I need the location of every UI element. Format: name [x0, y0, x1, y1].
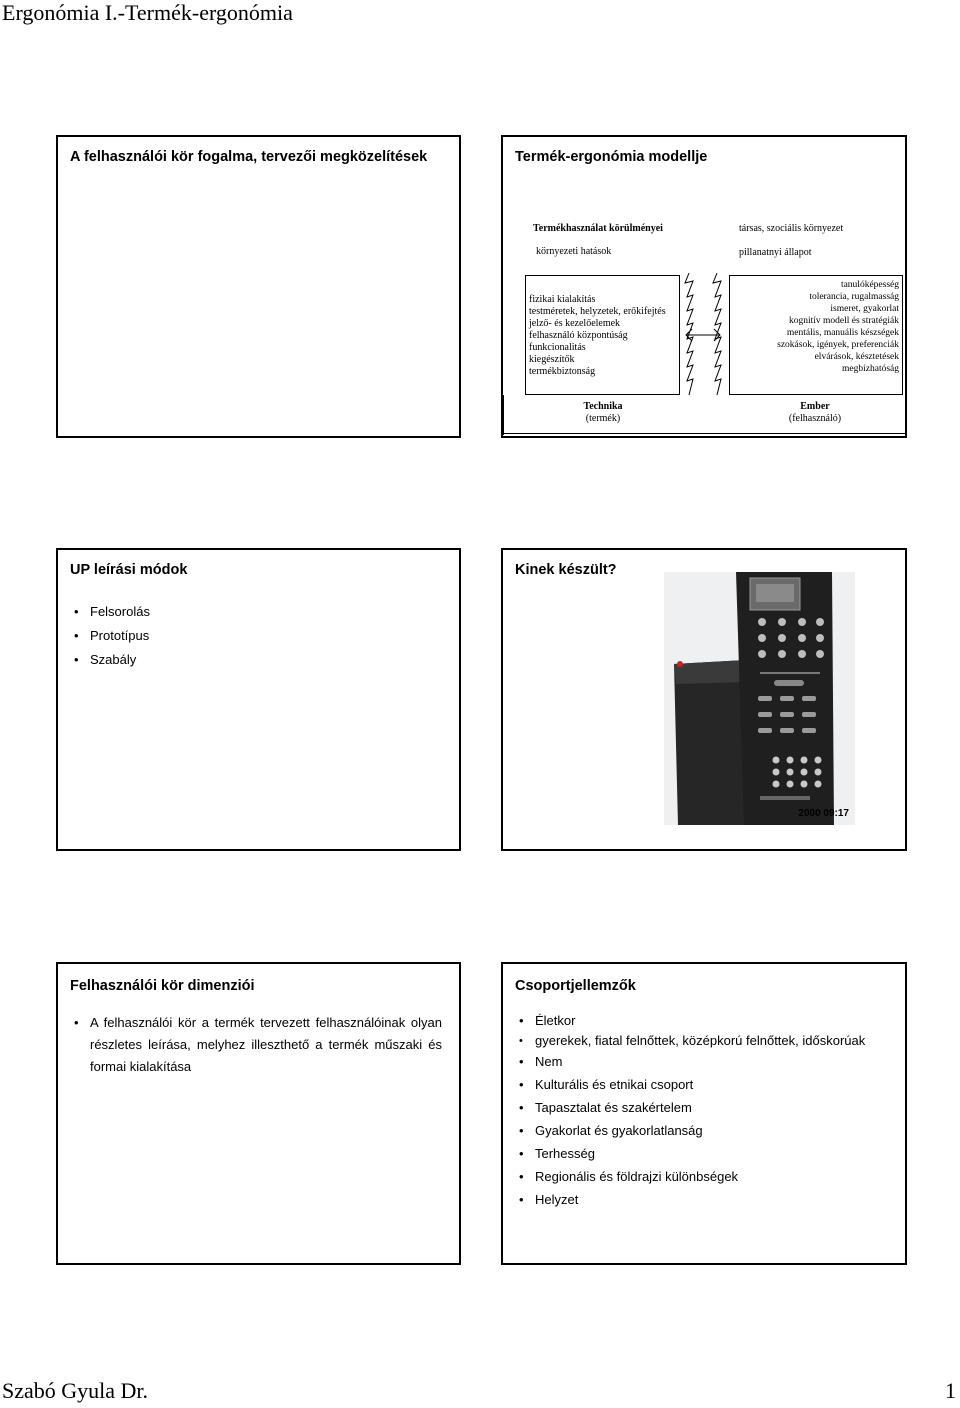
methods-list	[72, 600, 150, 672]
human-item: tolerancia, rugalmasság	[809, 292, 899, 302]
human-item: szokások, igények, preferenciák	[777, 340, 899, 350]
human-label: Ember (felhasználó)	[788, 401, 842, 424]
slide-title: A felhasználói kör fogalma, tervezői megközelítések	[70, 149, 428, 165]
human-item: mentális, manuális készségek	[786, 328, 899, 338]
list-item: • Regionális és földrajzi különbségek	[517, 1165, 902, 1188]
human-item: megbízhatóság	[842, 364, 899, 374]
slide-title: Termék-ergonómia modellje	[515, 149, 708, 165]
technology-items	[529, 294, 666, 378]
human-items	[729, 279, 899, 375]
slide-4	[501, 548, 907, 851]
list-item: • Kulturális és etnikai csoport	[517, 1073, 902, 1096]
usage-conditions-title: Termékhasználat körülményei	[533, 223, 663, 234]
slide-6	[501, 962, 907, 1265]
technology-label: Technika (termék)	[583, 401, 623, 424]
list-item: • Szabály	[72, 648, 150, 672]
bottom-frame-line	[503, 433, 905, 434]
human-item: kognitív modell és stratégiák	[788, 316, 899, 326]
human-item: tanulóképesség	[840, 280, 899, 290]
list-item: • Felsorolás	[72, 600, 150, 624]
footer-author: Szabó Gyula Dr.	[2, 1378, 149, 1403]
tech-item: termékbiztonság	[529, 366, 596, 377]
tech-item: jelző- és kezelőelemek	[529, 318, 621, 329]
slide-1	[56, 135, 461, 438]
group-characteristics-list	[517, 1010, 902, 1211]
list-item: • Helyzet	[517, 1188, 902, 1211]
current-state: pillanatnyi állapot	[739, 247, 812, 258]
list-item: • Terhesség	[517, 1142, 902, 1165]
tech-item: fizikai kialakítás	[529, 294, 596, 305]
list-item: • Gyakorlat és gyakorlatlanság	[517, 1119, 902, 1142]
tech-item: kiegészítők	[529, 354, 575, 365]
slide-5	[56, 962, 461, 1265]
slide-title: Felhasználói kör dimenziói	[70, 978, 255, 994]
list-item: • Életkor	[517, 1010, 902, 1032]
list-item: • Nem	[517, 1050, 902, 1073]
slide-2	[501, 135, 907, 438]
left-frame-line	[503, 395, 504, 435]
slide-title: Csoportjellemzők	[515, 978, 636, 994]
environment-effects: környezeti hatások	[536, 246, 612, 257]
sub-list-item: • gyerekek, fiatal felnőttek, középkorú felnőttek, időskorúak	[517, 1032, 902, 1050]
remote-control-photo	[664, 572, 855, 825]
list-item: • Tapasztalat és szakértelem	[517, 1096, 902, 1119]
tech-item: funkcionalitás	[529, 342, 586, 353]
document-header: Ergonómia I.-Termék-ergonómia	[2, 0, 293, 25]
interface-symbol	[679, 269, 731, 401]
slide-title: Kinek készült?	[515, 562, 617, 578]
human-item: elvárások, késztetések	[814, 352, 899, 362]
definition-text: • A felhasználói kör a termék tervezett felhasználóinak olyan részletes leírása, melyhez illeszthető a termék műszaki és formai kialakítása	[72, 1012, 442, 1078]
footer-page-number: 1	[945, 1378, 956, 1403]
definition-list	[72, 1012, 442, 1078]
tech-item: testméretek, helyzetek, erőkifejtés	[529, 306, 666, 317]
human-item: ismeret, gyakorlat	[830, 304, 899, 314]
photo-timestamp: 2000 09:17	[798, 808, 849, 819]
tech-item: felhasználó központúság	[529, 330, 628, 341]
remote-control-image	[664, 572, 855, 825]
slide-title: UP leírási módok	[70, 562, 188, 578]
social-environment: társas, szociális környezet	[739, 223, 844, 234]
slide-3	[56, 548, 461, 851]
list-item: • Prototípus	[72, 624, 150, 648]
